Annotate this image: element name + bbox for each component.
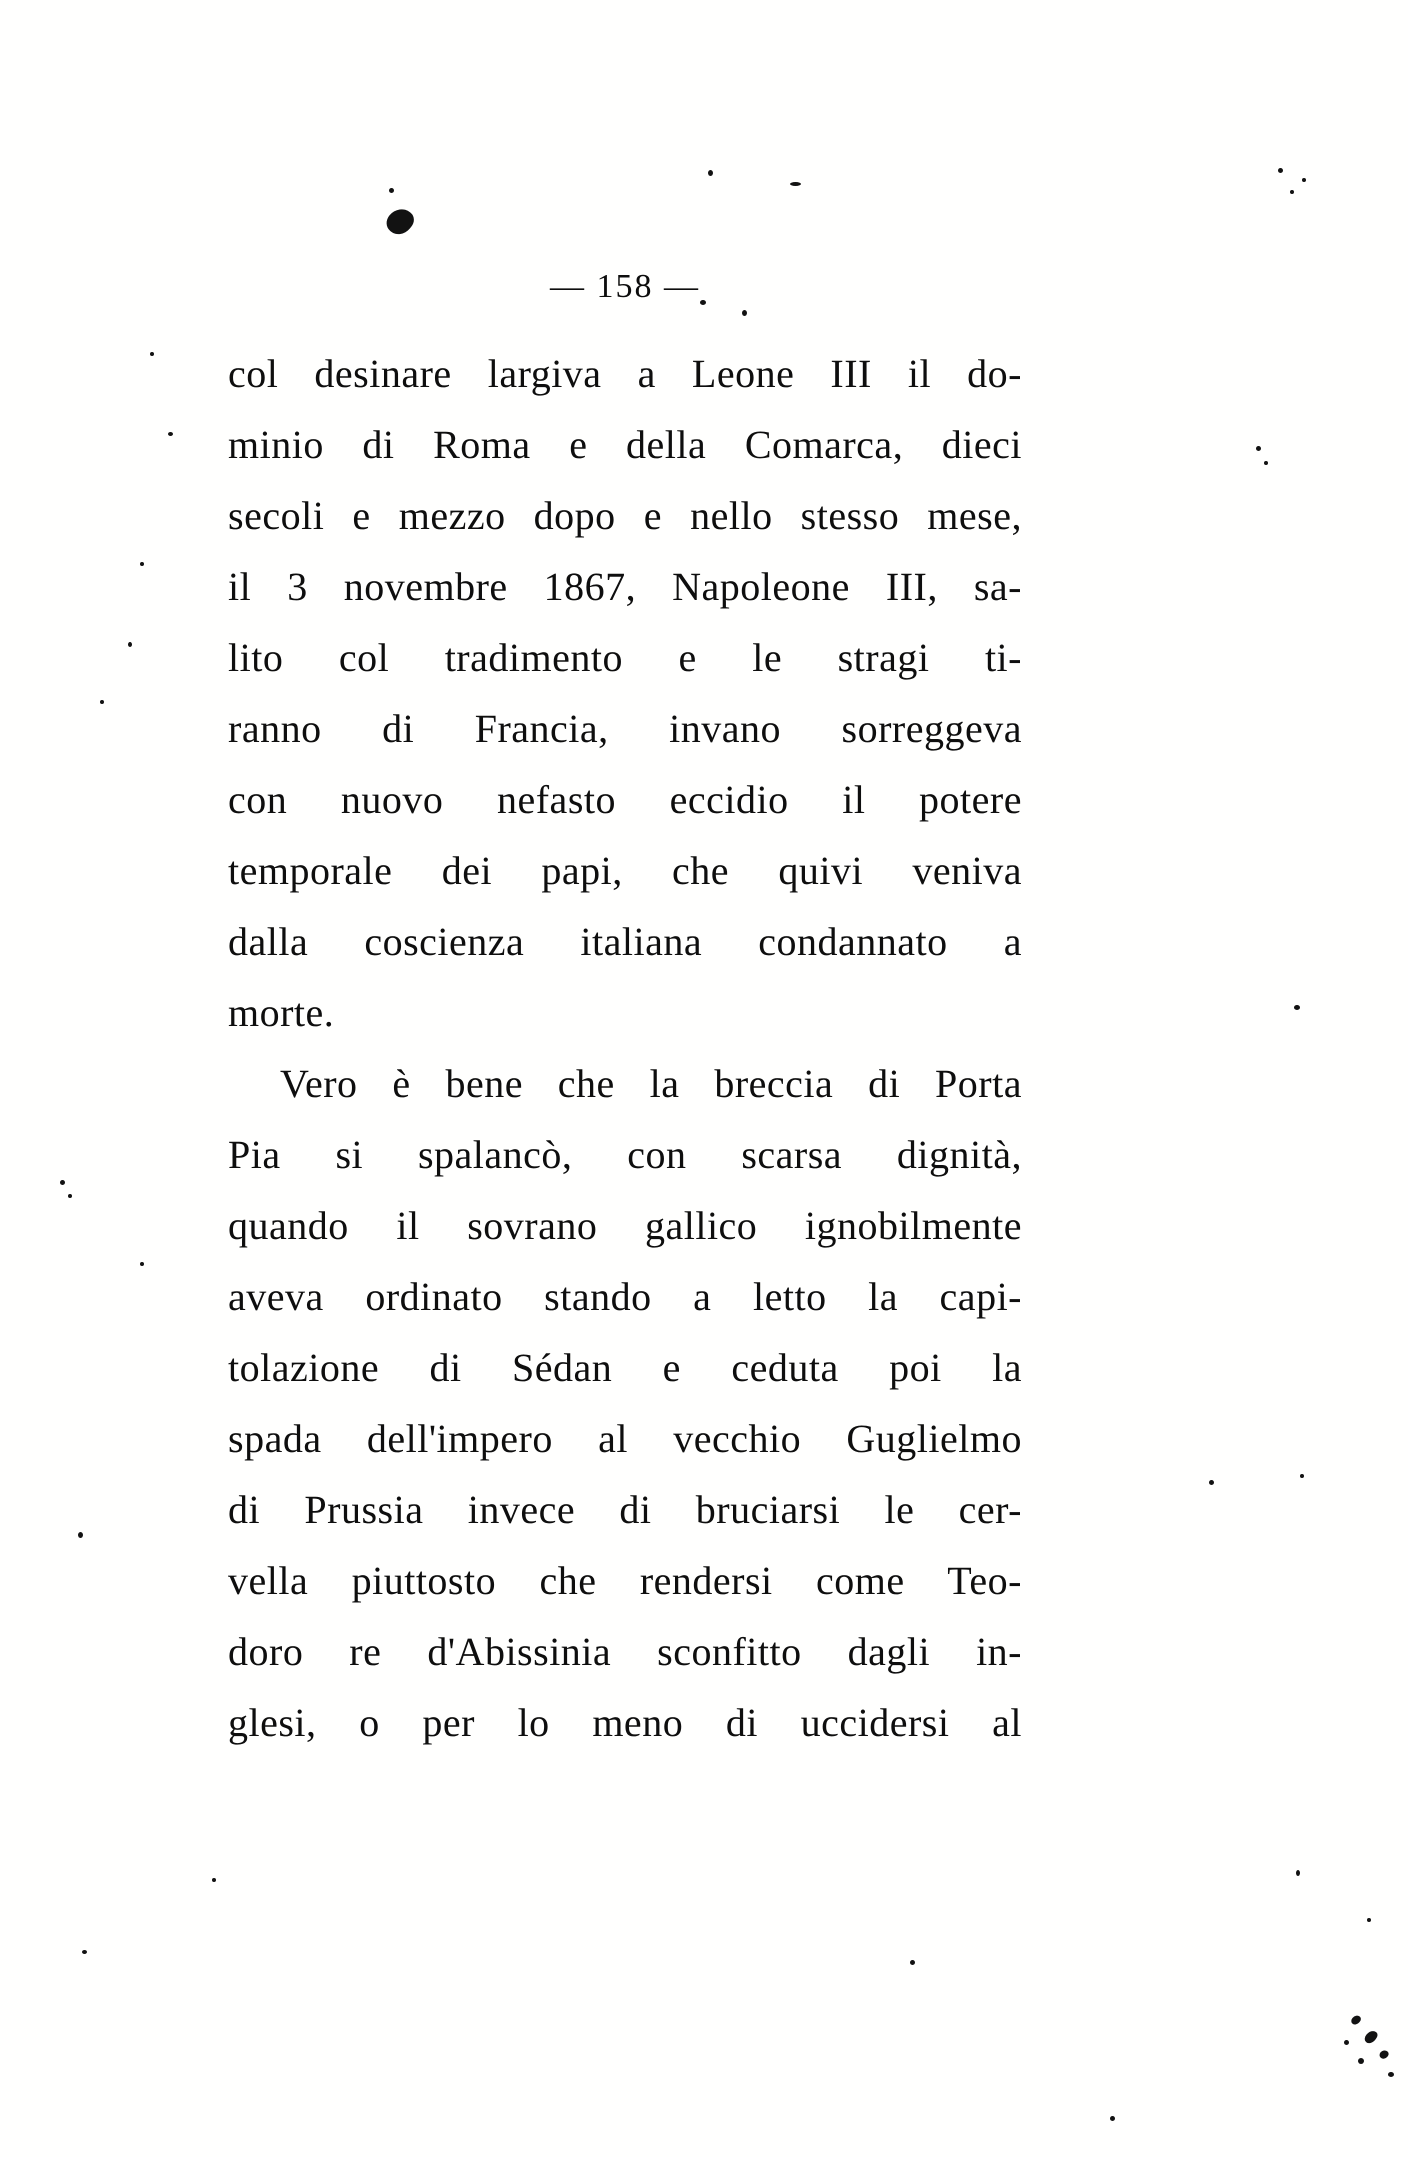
ink-speck <box>910 1960 915 1965</box>
ink-speck <box>1110 2116 1115 2121</box>
text-line: Vero è bene che la breccia di Porta <box>280 1061 1022 1106</box>
ink-speck <box>1294 1005 1300 1010</box>
ink-speck <box>140 1262 144 1266</box>
text-line: spada dell'impero al vecchio Guglielmo <box>228 1416 1022 1461</box>
text-line: col desinare largiva a Leone III il do- <box>228 351 1022 396</box>
text-line: minio di Roma e della Comarca, dieci <box>228 422 1022 467</box>
ink-speck <box>742 310 747 316</box>
text-line: dalla coscienza italiana condannato a <box>228 919 1022 964</box>
ink-blot <box>382 203 418 239</box>
ink-blot <box>1350 2014 1363 2027</box>
ink-speck <box>168 432 173 436</box>
ink-speck <box>82 1950 87 1954</box>
text-line: tolazione di Sédan e ceduta poi la <box>228 1345 1022 1390</box>
page-number-header: — 158 — <box>550 268 700 305</box>
ink-speck <box>1278 168 1283 173</box>
ink-speck <box>700 300 706 305</box>
ink-speck <box>212 1878 216 1882</box>
text-line: glesi, o per lo meno di uccidersi al <box>228 1700 1022 1745</box>
text-line: quando il sovrano gallico ignobilmente <box>228 1203 1022 1248</box>
ink-speck <box>1358 2058 1364 2064</box>
ink-speck <box>128 642 132 647</box>
ink-speck <box>1367 1918 1371 1922</box>
text-line: doro re d'Abissinia sconfitto dagli in- <box>228 1629 1022 1674</box>
ink-blot <box>1363 2028 1380 2045</box>
ink-speck <box>1209 1480 1214 1485</box>
ink-speck <box>389 188 394 193</box>
text-line: il 3 novembre 1867, Napoleone III, sa- <box>228 564 1022 609</box>
ink-speck <box>1256 446 1261 451</box>
ink-speck <box>100 700 104 704</box>
ink-speck <box>708 170 713 176</box>
text-line: morte. <box>228 990 335 1035</box>
text-line: lito col tradimento e le stragi ti- <box>228 635 1022 680</box>
ink-speck <box>1296 1870 1300 1876</box>
text-line: vella piuttosto che rendersi come Teo- <box>228 1558 1022 1603</box>
text-block <box>228 338 1022 1758</box>
text-line: Pia si spalancò, con scarsa dignità, <box>228 1132 1022 1177</box>
ink-speck <box>1344 2040 1349 2045</box>
text-line: ranno di Francia, invano sorreggeva <box>228 706 1022 751</box>
ink-speck <box>1388 2072 1394 2077</box>
text-line: di Prussia invece di bruciarsi le cer- <box>228 1487 1022 1532</box>
text-line: secoli e mezzo dopo e nello stesso mese, <box>228 493 1022 538</box>
ink-blot <box>1378 2048 1390 2060</box>
ink-speck <box>1302 178 1306 182</box>
ink-speck <box>790 182 801 186</box>
ink-speck <box>1300 1474 1304 1478</box>
ink-speck <box>140 562 144 566</box>
ink-speck <box>1290 190 1294 194</box>
ink-speck <box>150 352 154 356</box>
ink-speck <box>78 1532 83 1538</box>
ink-speck <box>60 1180 65 1185</box>
ink-speck <box>1264 461 1268 465</box>
text-line: temporale dei papi, che quivi veniva <box>228 848 1022 893</box>
text-line: con nuovo nefasto eccidio il potere <box>228 777 1022 822</box>
ink-speck <box>68 1194 72 1198</box>
text-line: aveva ordinato stando a letto la capi- <box>228 1274 1022 1319</box>
